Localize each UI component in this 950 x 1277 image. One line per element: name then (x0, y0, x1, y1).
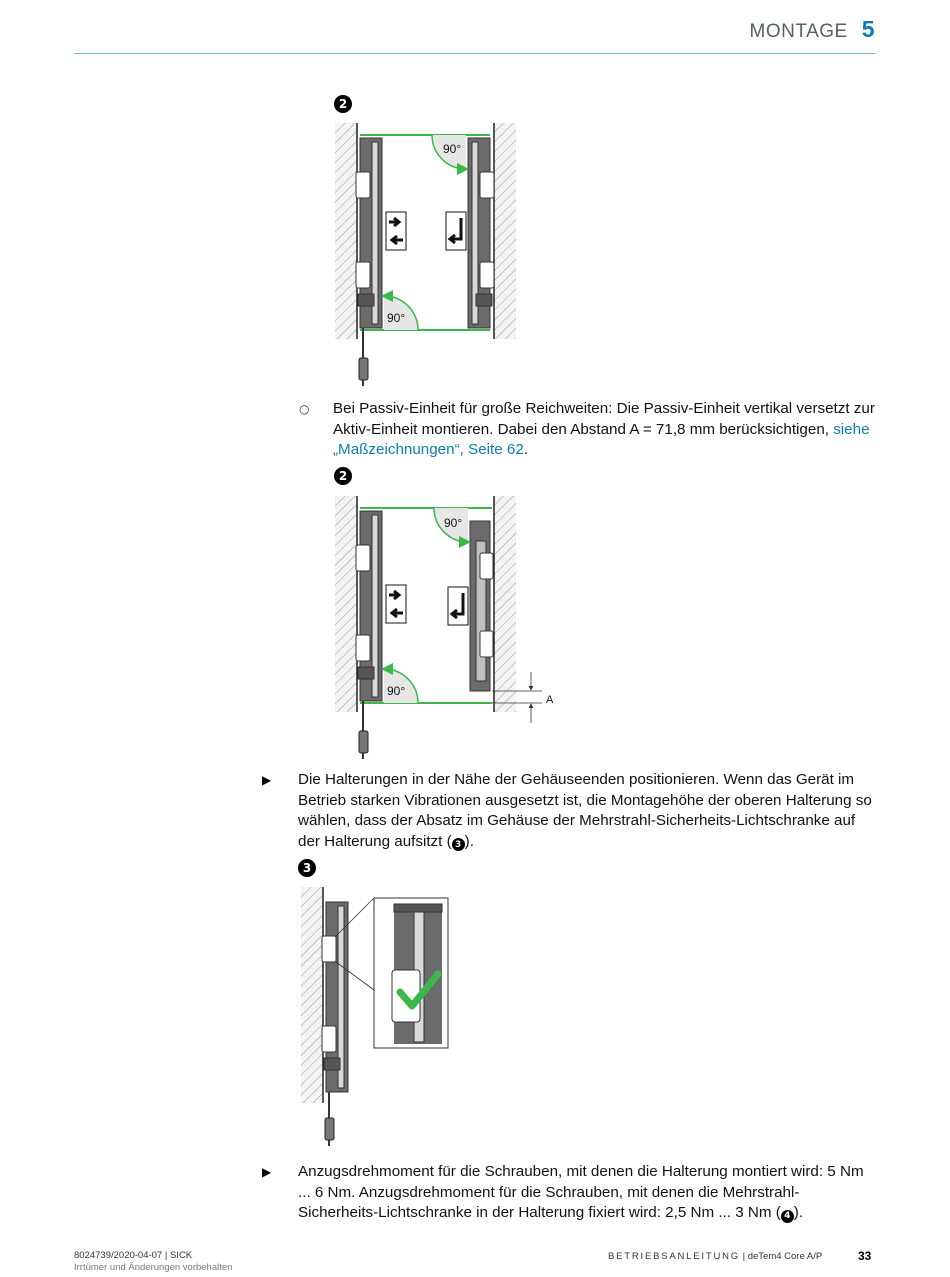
step-1-end: ). (464, 832, 474, 850)
angle-label-top: 90° (444, 516, 463, 530)
footer-doc-type: BETRIEBSANLEITUNG (608, 1251, 740, 1262)
sub-bullet-symbol: ○ (299, 402, 310, 416)
page-number: 33 (858, 1249, 872, 1263)
step-2-text: Anzugsdrehmoment für die Schrauben, mit denen die Halterung montiert wird: 5 Nm ... 6 Nm. Anzugsdrehmoment für die Schrauben, mit denen die Mehrstrahl-Sicherheits-Lichtschranke in der Halterung fixiert wird: 2,5 Nm ... 3 Nm ( (298, 1163, 864, 1221)
step-2-inline-marker: 4 (781, 1210, 794, 1223)
sub-bullet-end: . (523, 441, 529, 458)
angle-label-top: 90° (443, 142, 462, 156)
figure-1-diagram (330, 118, 530, 390)
figure-3-diagram (296, 882, 456, 1150)
chapter-number: 5 (861, 16, 875, 42)
footer-left (74, 1250, 232, 1274)
step-1-paragraph (298, 770, 878, 852)
step-1-inline-marker: 3 (452, 838, 465, 851)
angle-label-bottom: 90° (387, 311, 406, 325)
footer-center (608, 1251, 822, 1262)
step-1-text: Die Halterungen in der Nähe der Gehäuseenden positionieren. Wenn das Gerät im Betrieb starken Vibrationen ausgesetzt ist, die Montagehöhe der oberen Halterung so wählen, dass der Absatz im Gehäuse der Mehrstrahl-Sicherheits-Lichtschranke auf der Halterung aufsitzt ( (298, 771, 872, 850)
figure-3-marker: 3 (298, 859, 316, 877)
dimension-drawings-link[interactable]: siehe „Maßzeichnungen“, Seite 62 (333, 420, 870, 458)
sub-bullet-text: Bei Passiv-Einheit für große Reichweiten: Die Passiv-Einheit vertikal versetzt zur Aktiv-Einheit montieren. Dabei den Abstand A = 71,8 mm berücksichtigen, (333, 400, 875, 438)
step-2-paragraph (298, 1162, 878, 1224)
footer-disclaimer: Irrtümer und Änderungen vorbehalten (74, 1262, 233, 1273)
figure-2-diagram (330, 491, 570, 763)
header-divider (74, 53, 875, 54)
step-1-arrow: ▶ (262, 773, 272, 787)
footer-doc-id: 8024739/2020-04-07 | SICK (74, 1250, 193, 1261)
figure-2-marker: 2 (334, 467, 352, 485)
step-2-arrow: ▶ (262, 1165, 272, 1179)
step-2-end: ). (793, 1204, 804, 1221)
sub-bullet-paragraph (333, 399, 878, 461)
section-title: MONTAGE (749, 21, 848, 42)
figure-1-marker: 2 (334, 95, 352, 113)
dimension-label: A (546, 694, 554, 706)
angle-label-bottom: 90° (387, 684, 406, 698)
section-header (750, 16, 875, 43)
footer-product: deTem4 Core A/P (747, 1251, 823, 1262)
footer-separator: | (739, 1251, 748, 1262)
